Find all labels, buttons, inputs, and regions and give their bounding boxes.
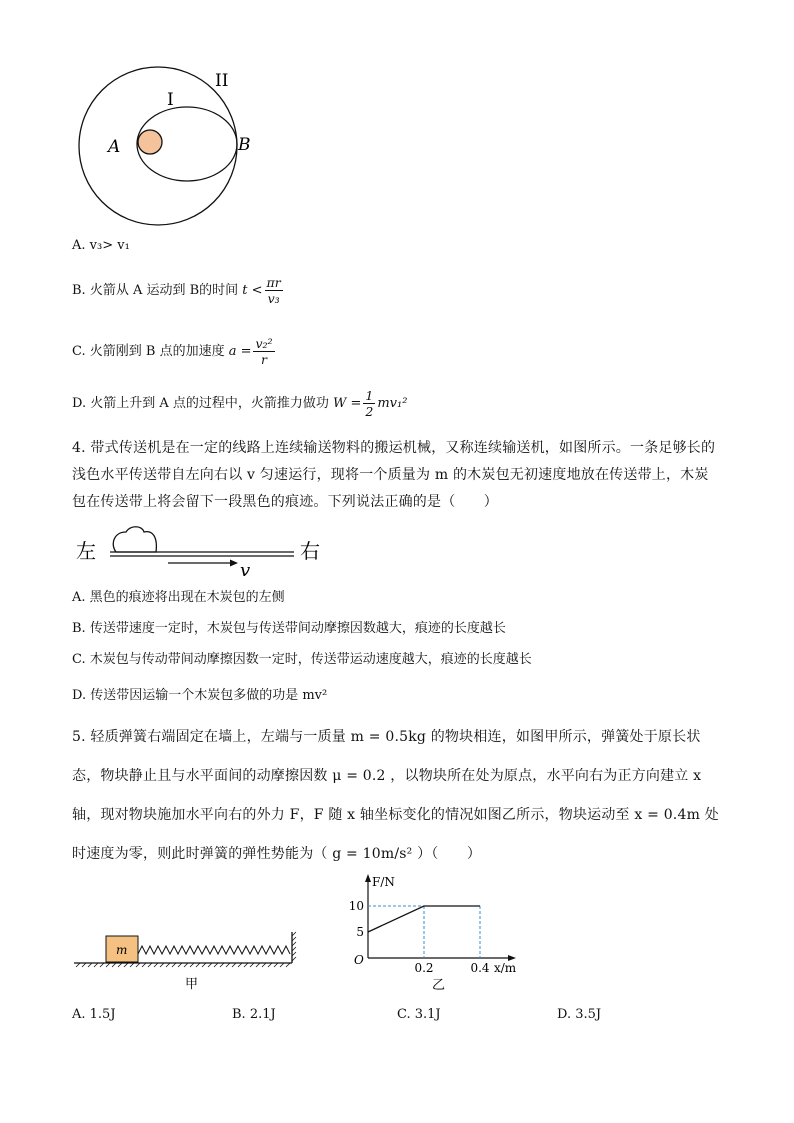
label-v: v: [240, 560, 251, 580]
q3-option-d: D. 火箭上升到 A 点的过程中，火箭推力做功 W = $\frac{1}{2}$ mv₁²: [72, 388, 408, 419]
x-tick-label: 0.4: [470, 961, 490, 975]
earth-icon: [138, 130, 162, 154]
caption-jia: 甲: [185, 977, 199, 990]
label-A: A: [108, 137, 121, 157]
label-I: I: [167, 90, 174, 110]
chart-ylabel: F/N: [372, 875, 395, 889]
q3-option-c: C. 火箭刚到 B 点的加速度 a = $\frac{\text{v₂²}}{r}$: [72, 336, 273, 367]
orbit-figure: [70, 62, 270, 232]
label-B: B: [238, 135, 251, 155]
label-II: II: [215, 71, 229, 91]
q5-option-a: A. 1.5J: [72, 1007, 116, 1022]
y-tick-label: 5: [356, 925, 364, 939]
block-m-label: m: [116, 943, 128, 957]
x-tick-label: 0.2: [414, 961, 434, 975]
chart-origin: O: [354, 953, 364, 967]
spring-figure: [72, 920, 302, 990]
q5-option-c: C. 3.1J: [397, 1007, 441, 1022]
charcoal-bag-icon: [113, 527, 156, 552]
caption-yi: 乙: [432, 978, 446, 993]
force-chart: [342, 868, 532, 994]
spring-icon: [138, 946, 290, 954]
q4-option-b: B. 传送带速度一定时，木炭包与传送带间动摩擦因数越大，痕迹的长度越长: [72, 621, 506, 636]
conveyor-figure: [72, 522, 362, 580]
y-tick-label: 10: [348, 899, 364, 913]
q4-stem: 4. 带式传送机是在一定的线路上连续输送物料的搬运机械，又称连续输送机，如图所示。一条足够长的浅色水平传送带自左向右以 v 匀速运行，现将一个质量为 m 的木炭包无初速度地放在传送带上，木炭包在传送带上将会留下一段黑色的痕迹。下列说法正确的是（ ）: [72, 440, 716, 510]
q5-option-d: D. 3.5J: [557, 1007, 602, 1022]
label-right: 右: [300, 539, 320, 563]
q4-option-c: C. 木炭包与传动带间动摩擦因数一定时，传送带运动速度越大，痕迹的长度越长: [72, 652, 532, 667]
q3-option-b: B. 火箭从 A 运动到 B的时间 t < $\frac{\pi r}{\text{v₃}}$: [72, 275, 281, 306]
q4-option-a: A. 黑色的痕迹将出现在木炭包的左侧: [72, 590, 285, 605]
q5-option-b: B. 2.1J: [232, 1007, 276, 1022]
arrow-head-icon: [230, 560, 238, 567]
chart-xlabel: x/m: [494, 961, 517, 975]
q5-stem: 5. 轻质弹簧右端固定在墙上，左端与一质量 m = 0.5kg 的物块相连，如图甲所示，弹簧处于原长状态，物块静止且与水平面间的动摩擦因数 μ = 0.2 ，以物块所在处为原点，水平向右为正方向建立 x 轴，现对物块施加水平向右的外力 F，F 随 x 轴坐标变化的情况如图乙所示，物块运动至 x = 0.4m 处时速度为零，则此时弹簧的弹性势能为（ g = 10m/s² ）（ ）: [72, 729, 719, 862]
label-left: 左: [76, 539, 96, 563]
y-axis-arrow-icon: [365, 874, 371, 882]
q3-option-a: A. v₃> v₁: [72, 238, 130, 253]
q4-option-d: D. 传送带因运输一个木炭包多做的功是 mv²: [72, 688, 328, 703]
